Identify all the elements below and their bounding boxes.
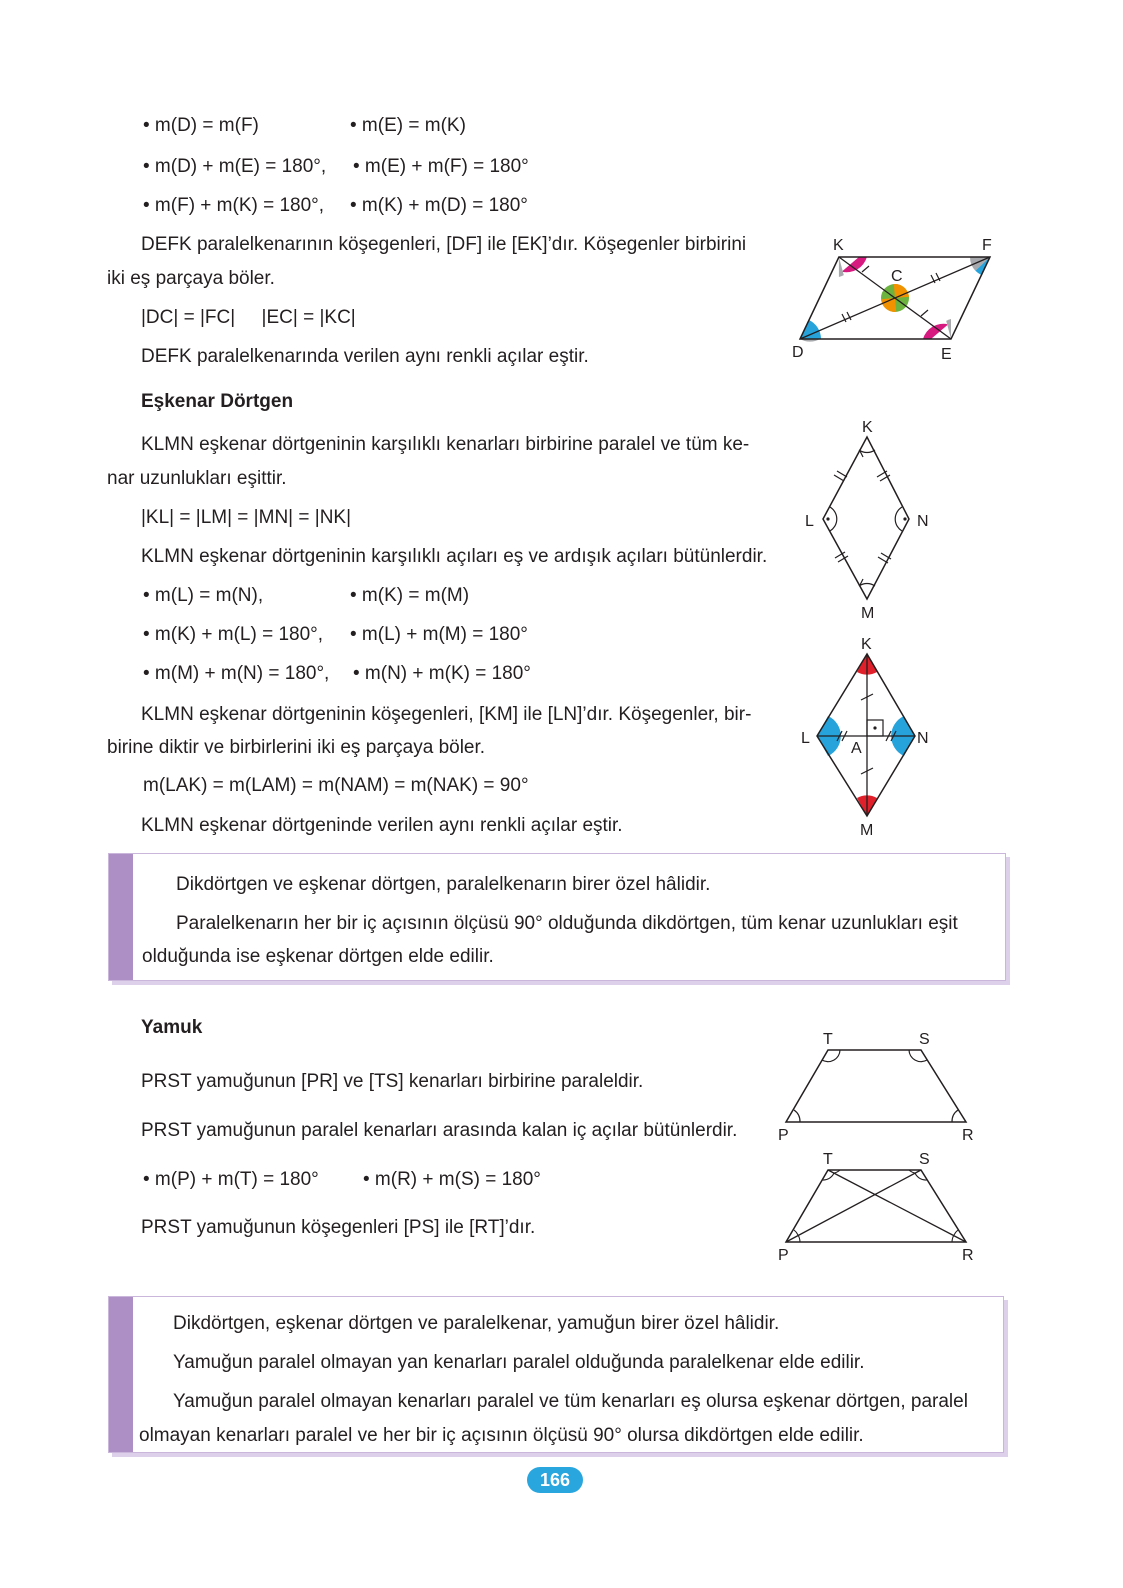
label-k: K [861,636,872,653]
para-lengths: |DC| = |FC| |EC| = |KC| [141,307,356,328]
label-n: N [917,730,929,747]
para-eq-3: • m(D) + m(E) = 180°, [143,156,327,177]
label-s: S [919,1151,930,1168]
trapezoid-eq-1: • m(P) + m(T) = 180° [143,1169,319,1190]
rhombus-diagonals-line2: birine diktir ve birbirlerini iki eş parçaya böler. [107,737,486,758]
rhombus-angle-marks [817,654,915,816]
para-colored-angles: DEFK paralelkenarında verilen aynı renkli açılar eştir. [141,346,589,367]
label-l: L [801,730,810,747]
label-f: F [982,237,992,254]
para-eq-4: • m(E) + m(F) = 180° [353,156,529,177]
label-e: E [941,346,952,363]
label-c: C [891,268,903,285]
label-t: T [823,1151,833,1168]
page-number-badge: 166 [527,1467,583,1493]
note1-line2: Paralelkenarın her bir iç açısının ölçüsü 90° olduğunda dikdörtgen, tüm kenar uzunlukları eşit [176,913,958,934]
para-diagonals-line1: DEFK paralelkenarının köşegenleri, [DF] ile [EK]’dır. Köşegenler birbirini [141,234,747,255]
label-t: T [823,1031,833,1048]
rhombus-diagonals-line1: KLMN eşkenar dörtgeninin köşegenleri, [KM] ile [LN]’dır. Köşegenler, bir- [141,704,752,725]
label-m: M [861,605,875,622]
para-eq-6: • m(K) + m(D) = 180° [350,195,528,216]
rhombus-eq-6: • m(N) + m(K) = 180° [353,663,531,684]
label-r: R [962,1247,974,1264]
rhombus-eq-3: • m(K) + m(L) = 180°, [143,624,324,645]
rhombus-p1-line1: KLMN eşkenar dörtgeninin karşılıklı kenarları birbirine paralel ve tüm ke- [141,434,750,455]
trapezoid-parallel: PRST yamuğunun [PR] ve [TS] kenarları birbirine paraleldir. [141,1071,644,1092]
trapezoid-diagonals: PRST yamuğunun köşegenleri [PS] ile [RT]’dır. [141,1217,536,1238]
note2-line4: olmayan kenarları paralel ve her bir iç açısının ölçüsü 90° olursa dikdörtgen elde edilir. [139,1425,864,1446]
trapezoid-figure-2 [770,1145,990,1270]
note2-line2: Yamuğun paralel olmayan yan kenarları paralel olduğunda paralelkenar elde edilir. [173,1352,865,1373]
label-p: P [778,1247,789,1264]
para-diagonals-line2: iki eş parçaya böler. [107,268,275,289]
rhombus-right-angles: m(LAK) = m(LAM) = m(NAM) = m(NAK) = 90° [143,775,529,796]
trapezoid-heading: Yamuk [141,1017,203,1038]
note-box-special-parallelograms [108,853,1006,981]
label-n: N [917,513,929,530]
note-accent-bar [109,854,133,980]
label-k: K [862,419,873,436]
rhombus-figure-2 [795,630,945,845]
label-r: R [962,1127,974,1144]
trapezoid-eq-2: • m(R) + m(S) = 180° [363,1169,541,1190]
rhombus-eq-5: • m(M) + m(N) = 180°, [143,663,330,684]
label-p: P [778,1127,789,1144]
rhombus-figure-1 [795,415,945,625]
label-d: D [792,344,804,361]
parallelogram-figure [780,230,1010,365]
label-s: S [919,1031,930,1048]
note-box-special-trapezoids [108,1296,1004,1453]
note1-line3: olduğunda ise eşkenar dörtgen elde edilir. [142,946,494,967]
rhombus-eq-2: • m(K) = m(M) [350,585,470,606]
rhombus-eq-1: • m(L) = m(N), [143,585,264,606]
rhombus-heading: Eşkenar Dörtgen [141,391,294,412]
note-accent-bar [109,1297,133,1452]
rhombus-colored-angles: KLMN eşkenar dörtgeninde verilen aynı renkli açılar eştir. [141,815,623,836]
para-eq-5: • m(F) + m(K) = 180°, [143,195,325,216]
label-a: A [851,740,862,757]
label-m: M [860,822,874,839]
trapezoid-figure-1 [770,1025,990,1150]
rhombus-eq-4: • m(L) + m(M) = 180° [350,624,528,645]
rhombus-angles-text: KLMN eşkenar dörtgeninin karşılıklı açıları eş ve ardışık açıları bütünlerdir. [141,546,768,567]
para-eq-2: • m(E) = m(K) [350,115,466,136]
rhombus-lengths: |KL| = |LM| = |MN| = |NK| [141,507,352,528]
label-k: K [833,237,844,254]
label-l: L [805,513,814,530]
note2-line3: Yamuğun paralel olmayan kenarları paralel ve tüm kenarları eş olursa eşkenar dörtgen, paralel [173,1391,968,1412]
note1-line1: Dikdörtgen ve eşkenar dörtgen, paralelkenarın birer özel hâlidir. [176,874,711,895]
trapezoid-angles-text: PRST yamuğunun paralel kenarları arasında kalan iç açılar bütünlerdir. [141,1120,738,1141]
para-eq-1: • m(D) = m(F) [143,115,259,136]
rhombus-p1-line2: nar uzunlukları eşittir. [107,468,287,489]
note2-line1: Dikdörtgen, eşkenar dörtgen ve paralelkenar, yamuğun birer özel hâlidir. [173,1313,780,1334]
